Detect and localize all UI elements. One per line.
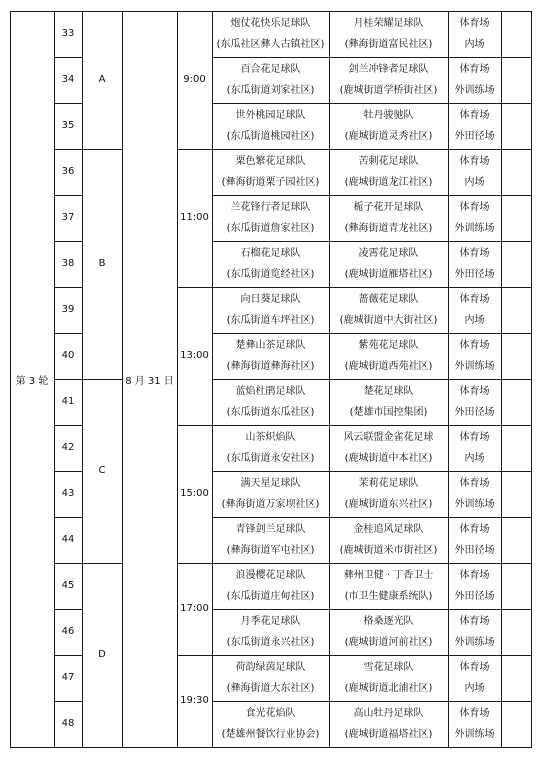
home-team-name: 月季花足球队 bbox=[240, 616, 301, 627]
venue bbox=[448, 471, 501, 517]
row-rule bbox=[212, 287, 532, 288]
away-team bbox=[329, 287, 448, 333]
home-team-community: (彝海街道大东社区) bbox=[226, 682, 315, 694]
home-team-name: 荷韵绿茵足球队 bbox=[235, 662, 306, 673]
row-rule bbox=[54, 103, 83, 104]
away-team bbox=[329, 563, 448, 609]
venue-area: 内场 bbox=[464, 682, 485, 694]
away-team bbox=[329, 425, 448, 471]
home-team-community: (东瓜街道詹家社区) bbox=[226, 222, 315, 234]
away-team bbox=[329, 655, 448, 701]
row-rule bbox=[212, 195, 532, 196]
home-team bbox=[212, 103, 329, 149]
away-team-community: (彝海街道富民社区) bbox=[344, 38, 433, 50]
venue-area: 外田径场 bbox=[454, 406, 495, 418]
away-team bbox=[329, 609, 448, 655]
away-team-community: (鹿城街道龙江社区) bbox=[344, 176, 433, 188]
group-label: A bbox=[98, 74, 106, 86]
venue bbox=[448, 57, 501, 103]
away-team-name: 风云联盟金雀花足球 bbox=[343, 432, 434, 443]
home-team-community: (彝海街道彝海社区) bbox=[226, 360, 315, 372]
away-team-name: 茉莉花足球队 bbox=[358, 478, 419, 489]
row-rule bbox=[212, 57, 532, 58]
home-team bbox=[212, 379, 329, 425]
group-label: D bbox=[98, 649, 106, 661]
venue bbox=[448, 333, 501, 379]
row-rule bbox=[54, 333, 83, 334]
home-team bbox=[212, 701, 329, 747]
round-cell: 第 3 轮 bbox=[15, 376, 49, 388]
row-rule bbox=[54, 287, 83, 288]
home-team bbox=[212, 57, 329, 103]
away-team-name: 苦刺花足球队 bbox=[358, 156, 419, 167]
row-rule bbox=[54, 609, 83, 610]
away-team-name: 紫苑花足球队 bbox=[358, 340, 419, 351]
home-team-name: 浪漫樱花足球队 bbox=[235, 570, 306, 581]
home-team-community: (楚雄州餐饮行业协会) bbox=[221, 728, 320, 740]
row-rule bbox=[212, 241, 532, 242]
row-rule bbox=[54, 471, 83, 472]
home-team-name: 蓝焰杜鹃足球队 bbox=[235, 386, 306, 397]
match-number: 46 bbox=[61, 626, 75, 638]
away-team bbox=[329, 241, 448, 287]
home-team-name: 山茶炽焰队 bbox=[245, 432, 296, 443]
kickoff-time: 13:00 bbox=[180, 350, 209, 362]
match-number: 39 bbox=[61, 304, 75, 316]
venue-area: 外训练场 bbox=[454, 636, 495, 648]
time-rule bbox=[177, 149, 213, 150]
home-team-community: (东瓜街道东瓜社区) bbox=[226, 406, 315, 418]
away-team-name: 高山牡丹足球队 bbox=[353, 708, 424, 719]
away-team bbox=[329, 517, 448, 563]
away-team-community: (鹿城街道中本社区) bbox=[344, 452, 433, 464]
home-team bbox=[212, 517, 329, 563]
table-bottom-rule bbox=[10, 747, 532, 748]
time-rule bbox=[177, 563, 213, 564]
home-team bbox=[212, 655, 329, 701]
venue-name: 体育场 bbox=[459, 294, 490, 305]
home-team-community: (东瓜街道永安社区) bbox=[226, 452, 315, 464]
away-team bbox=[329, 379, 448, 425]
away-team-name: 月桂荣耀足球队 bbox=[353, 18, 424, 29]
home-team-community: (东瓜街道车坪社区) bbox=[226, 314, 315, 326]
home-team-name: 百合花足球队 bbox=[240, 64, 301, 75]
venue-name: 体育场 bbox=[459, 248, 490, 259]
row-rule bbox=[212, 701, 532, 702]
match-number: 47 bbox=[61, 672, 75, 684]
home-team bbox=[212, 333, 329, 379]
venue bbox=[448, 379, 501, 425]
match-number: 40 bbox=[61, 350, 75, 362]
venue bbox=[448, 425, 501, 471]
venue-area: 外田径场 bbox=[454, 268, 495, 280]
venue-name: 体育场 bbox=[459, 616, 490, 627]
away-team-name: 楚花足球队 bbox=[363, 386, 414, 397]
venue-name: 体育场 bbox=[459, 18, 490, 29]
row-rule bbox=[54, 379, 83, 380]
kickoff-time: 15:00 bbox=[180, 488, 209, 500]
away-team bbox=[329, 103, 448, 149]
column-rule bbox=[10, 11, 11, 748]
row-rule bbox=[54, 241, 83, 242]
row-rule bbox=[54, 195, 83, 196]
home-team-community: (彝海街道军屯社区) bbox=[226, 544, 315, 556]
match-number: 35 bbox=[61, 120, 75, 132]
row-rule bbox=[212, 379, 532, 380]
row-rule bbox=[212, 563, 532, 564]
kickoff-time: 11:00 bbox=[180, 212, 209, 224]
venue-name: 体育场 bbox=[459, 110, 490, 121]
away-team bbox=[329, 57, 448, 103]
venue-area: 内场 bbox=[464, 38, 485, 50]
group-label: B bbox=[98, 258, 106, 270]
row-rule bbox=[212, 333, 532, 334]
away-team-name: 剑兰冲锋者足球队 bbox=[348, 64, 429, 75]
venue-name: 体育场 bbox=[459, 202, 490, 213]
row-rule bbox=[212, 425, 532, 426]
venue-name: 体育场 bbox=[459, 386, 490, 397]
match-number: 36 bbox=[61, 166, 75, 178]
venue-name: 体育场 bbox=[459, 64, 490, 75]
venue-name: 体育场 bbox=[459, 570, 490, 581]
row-rule bbox=[54, 701, 83, 702]
away-team-name: 格桑逐光队 bbox=[363, 616, 414, 627]
home-team-name: 满天星足球队 bbox=[240, 478, 301, 489]
venue-area: 外训练场 bbox=[454, 498, 495, 510]
home-team-name: 石榴花足球队 bbox=[240, 248, 301, 259]
venue bbox=[448, 517, 501, 563]
kickoff-time: 19:30 bbox=[180, 695, 209, 707]
home-team bbox=[212, 287, 329, 333]
home-team bbox=[212, 563, 329, 609]
row-rule bbox=[54, 517, 83, 518]
venue-area: 外训练场 bbox=[454, 84, 495, 96]
row-rule bbox=[212, 609, 532, 610]
venue bbox=[448, 241, 501, 287]
home-team-name: 炮仗花快乐足球队 bbox=[230, 18, 311, 29]
row-rule bbox=[54, 655, 83, 656]
group-rule bbox=[82, 149, 123, 150]
home-team bbox=[212, 425, 329, 471]
time-rule bbox=[177, 425, 213, 426]
home-team-name: 世外桃园足球队 bbox=[235, 110, 306, 121]
venue-name: 体育场 bbox=[459, 662, 490, 673]
match-number: 34 bbox=[61, 74, 75, 86]
venue bbox=[448, 195, 501, 241]
away-team-community: (鹿城街道河前社区) bbox=[344, 636, 433, 648]
away-team bbox=[329, 11, 448, 57]
column-rule bbox=[177, 11, 178, 748]
venue-area: 外田径场 bbox=[454, 130, 495, 142]
venue bbox=[448, 103, 501, 149]
date-cell: 8 月 31 日 bbox=[125, 376, 174, 388]
group-rule bbox=[82, 379, 123, 380]
away-team bbox=[329, 149, 448, 195]
venue-area: 外训练场 bbox=[454, 728, 495, 740]
row-rule bbox=[212, 149, 532, 150]
venue bbox=[448, 609, 501, 655]
home-team-community: (东瓜街道览经社区) bbox=[226, 268, 315, 280]
home-team bbox=[212, 609, 329, 655]
venue bbox=[448, 563, 501, 609]
venue bbox=[448, 287, 501, 333]
match-number: 38 bbox=[61, 258, 75, 270]
away-team-community: (鹿城街道北浦社区) bbox=[344, 682, 433, 694]
row-rule bbox=[54, 57, 83, 58]
match-number: 45 bbox=[61, 580, 75, 592]
home-team-community: (东瓜街道桃园社区) bbox=[226, 130, 315, 142]
away-team bbox=[329, 333, 448, 379]
match-number: 42 bbox=[61, 442, 75, 454]
row-rule bbox=[212, 517, 532, 518]
away-team-name: 栀子花开足球队 bbox=[353, 202, 424, 213]
away-team-name: 雪花足球队 bbox=[363, 662, 414, 673]
home-team-name: 食光花焰队 bbox=[245, 708, 296, 719]
venue-area: 内场 bbox=[464, 314, 485, 326]
home-team bbox=[212, 11, 329, 57]
away-team-community: (市卫生健康系统队) bbox=[344, 590, 433, 602]
venue-area: 内场 bbox=[464, 176, 485, 188]
match-number: 41 bbox=[61, 396, 75, 408]
home-team-community: (东瓜街道刘家社区) bbox=[226, 84, 315, 96]
home-team bbox=[212, 149, 329, 195]
venue-name: 体育场 bbox=[459, 524, 490, 535]
away-team-name: 牡丹骏驰队 bbox=[363, 110, 414, 121]
home-team bbox=[212, 241, 329, 287]
venue-name: 体育场 bbox=[459, 708, 490, 719]
venue-area: 外田径场 bbox=[454, 544, 495, 556]
away-team-community: (鹿城街道福塔社区) bbox=[344, 728, 433, 740]
venue-area: 外田径场 bbox=[454, 590, 495, 602]
row-rule bbox=[54, 425, 83, 426]
time-rule bbox=[177, 655, 213, 656]
home-team-name: 青锋剑兰足球队 bbox=[235, 524, 306, 535]
home-team-community: (东瓜街道庄甸社区) bbox=[226, 590, 315, 602]
away-team-name: 彝州卫健 · 丁香卫士 bbox=[343, 570, 434, 581]
row-rule bbox=[212, 655, 532, 656]
venue bbox=[448, 655, 501, 701]
venue-area: 外训练场 bbox=[454, 360, 495, 372]
venue-area: 内场 bbox=[464, 452, 485, 464]
home-team-name: 楚彝山茶足球队 bbox=[235, 340, 306, 351]
venue-name: 体育场 bbox=[459, 432, 490, 443]
away-team-community: (鹿城街道雁塔社区) bbox=[344, 268, 433, 280]
home-team-name: 兰花锋行者足球队 bbox=[230, 202, 311, 213]
match-number: 44 bbox=[61, 534, 75, 546]
away-team bbox=[329, 701, 448, 747]
home-team-name: 栗色繁花足球队 bbox=[235, 156, 306, 167]
venue bbox=[448, 149, 501, 195]
away-team bbox=[329, 471, 448, 517]
match-number: 48 bbox=[61, 718, 75, 730]
away-team-name: 凌霄花足球队 bbox=[358, 248, 419, 259]
home-team bbox=[212, 195, 329, 241]
home-team-community: (彝海街道栗子园社区) bbox=[221, 176, 320, 188]
away-team-community: (楚雄市国控集团) bbox=[349, 406, 428, 418]
match-number: 43 bbox=[61, 488, 75, 500]
away-team-community: (鹿城街道米市街社区) bbox=[339, 544, 438, 556]
venue bbox=[448, 701, 501, 747]
home-team-name: 向日葵足球队 bbox=[240, 294, 301, 305]
away-team bbox=[329, 195, 448, 241]
away-team-name: 金桂追风足球队 bbox=[353, 524, 424, 535]
home-team-community: (东瓜社区彝人古镇社区) bbox=[216, 38, 325, 50]
away-team-community: (鹿城街道西苑社区) bbox=[344, 360, 433, 372]
kickoff-time: 17:00 bbox=[180, 603, 209, 615]
away-team-community: (鹿城街道学桥街社区) bbox=[339, 84, 438, 96]
table-top-rule bbox=[10, 11, 532, 12]
venue-area: 外训练场 bbox=[454, 222, 495, 234]
away-team-community: (鹿城街道中大街社区) bbox=[339, 314, 438, 326]
venue-name: 体育场 bbox=[459, 340, 490, 351]
venue-name: 体育场 bbox=[459, 478, 490, 489]
kickoff-time: 9:00 bbox=[183, 74, 206, 86]
row-rule bbox=[212, 103, 532, 104]
group-rule bbox=[82, 563, 123, 564]
venue bbox=[448, 11, 501, 57]
row-rule bbox=[54, 563, 83, 564]
home-team-community: (东瓜街道永兴社区) bbox=[226, 636, 315, 648]
row-rule bbox=[54, 149, 83, 150]
away-team-name: 蔷薇花足球队 bbox=[358, 294, 419, 305]
match-number: 37 bbox=[61, 212, 75, 224]
away-team-community: (彝海街道青龙社区) bbox=[344, 222, 433, 234]
home-team-community: (彝海街道万家坝社区) bbox=[221, 498, 320, 510]
match-number: 33 bbox=[61, 28, 75, 40]
away-team-community: (鹿城街道东兴社区) bbox=[344, 498, 433, 510]
row-rule bbox=[212, 471, 532, 472]
away-team-community: (鹿城街道灵秀社区) bbox=[344, 130, 433, 142]
venue-name: 体育场 bbox=[459, 156, 490, 167]
home-team bbox=[212, 471, 329, 517]
time-rule bbox=[177, 287, 213, 288]
group-label: C bbox=[98, 465, 106, 477]
